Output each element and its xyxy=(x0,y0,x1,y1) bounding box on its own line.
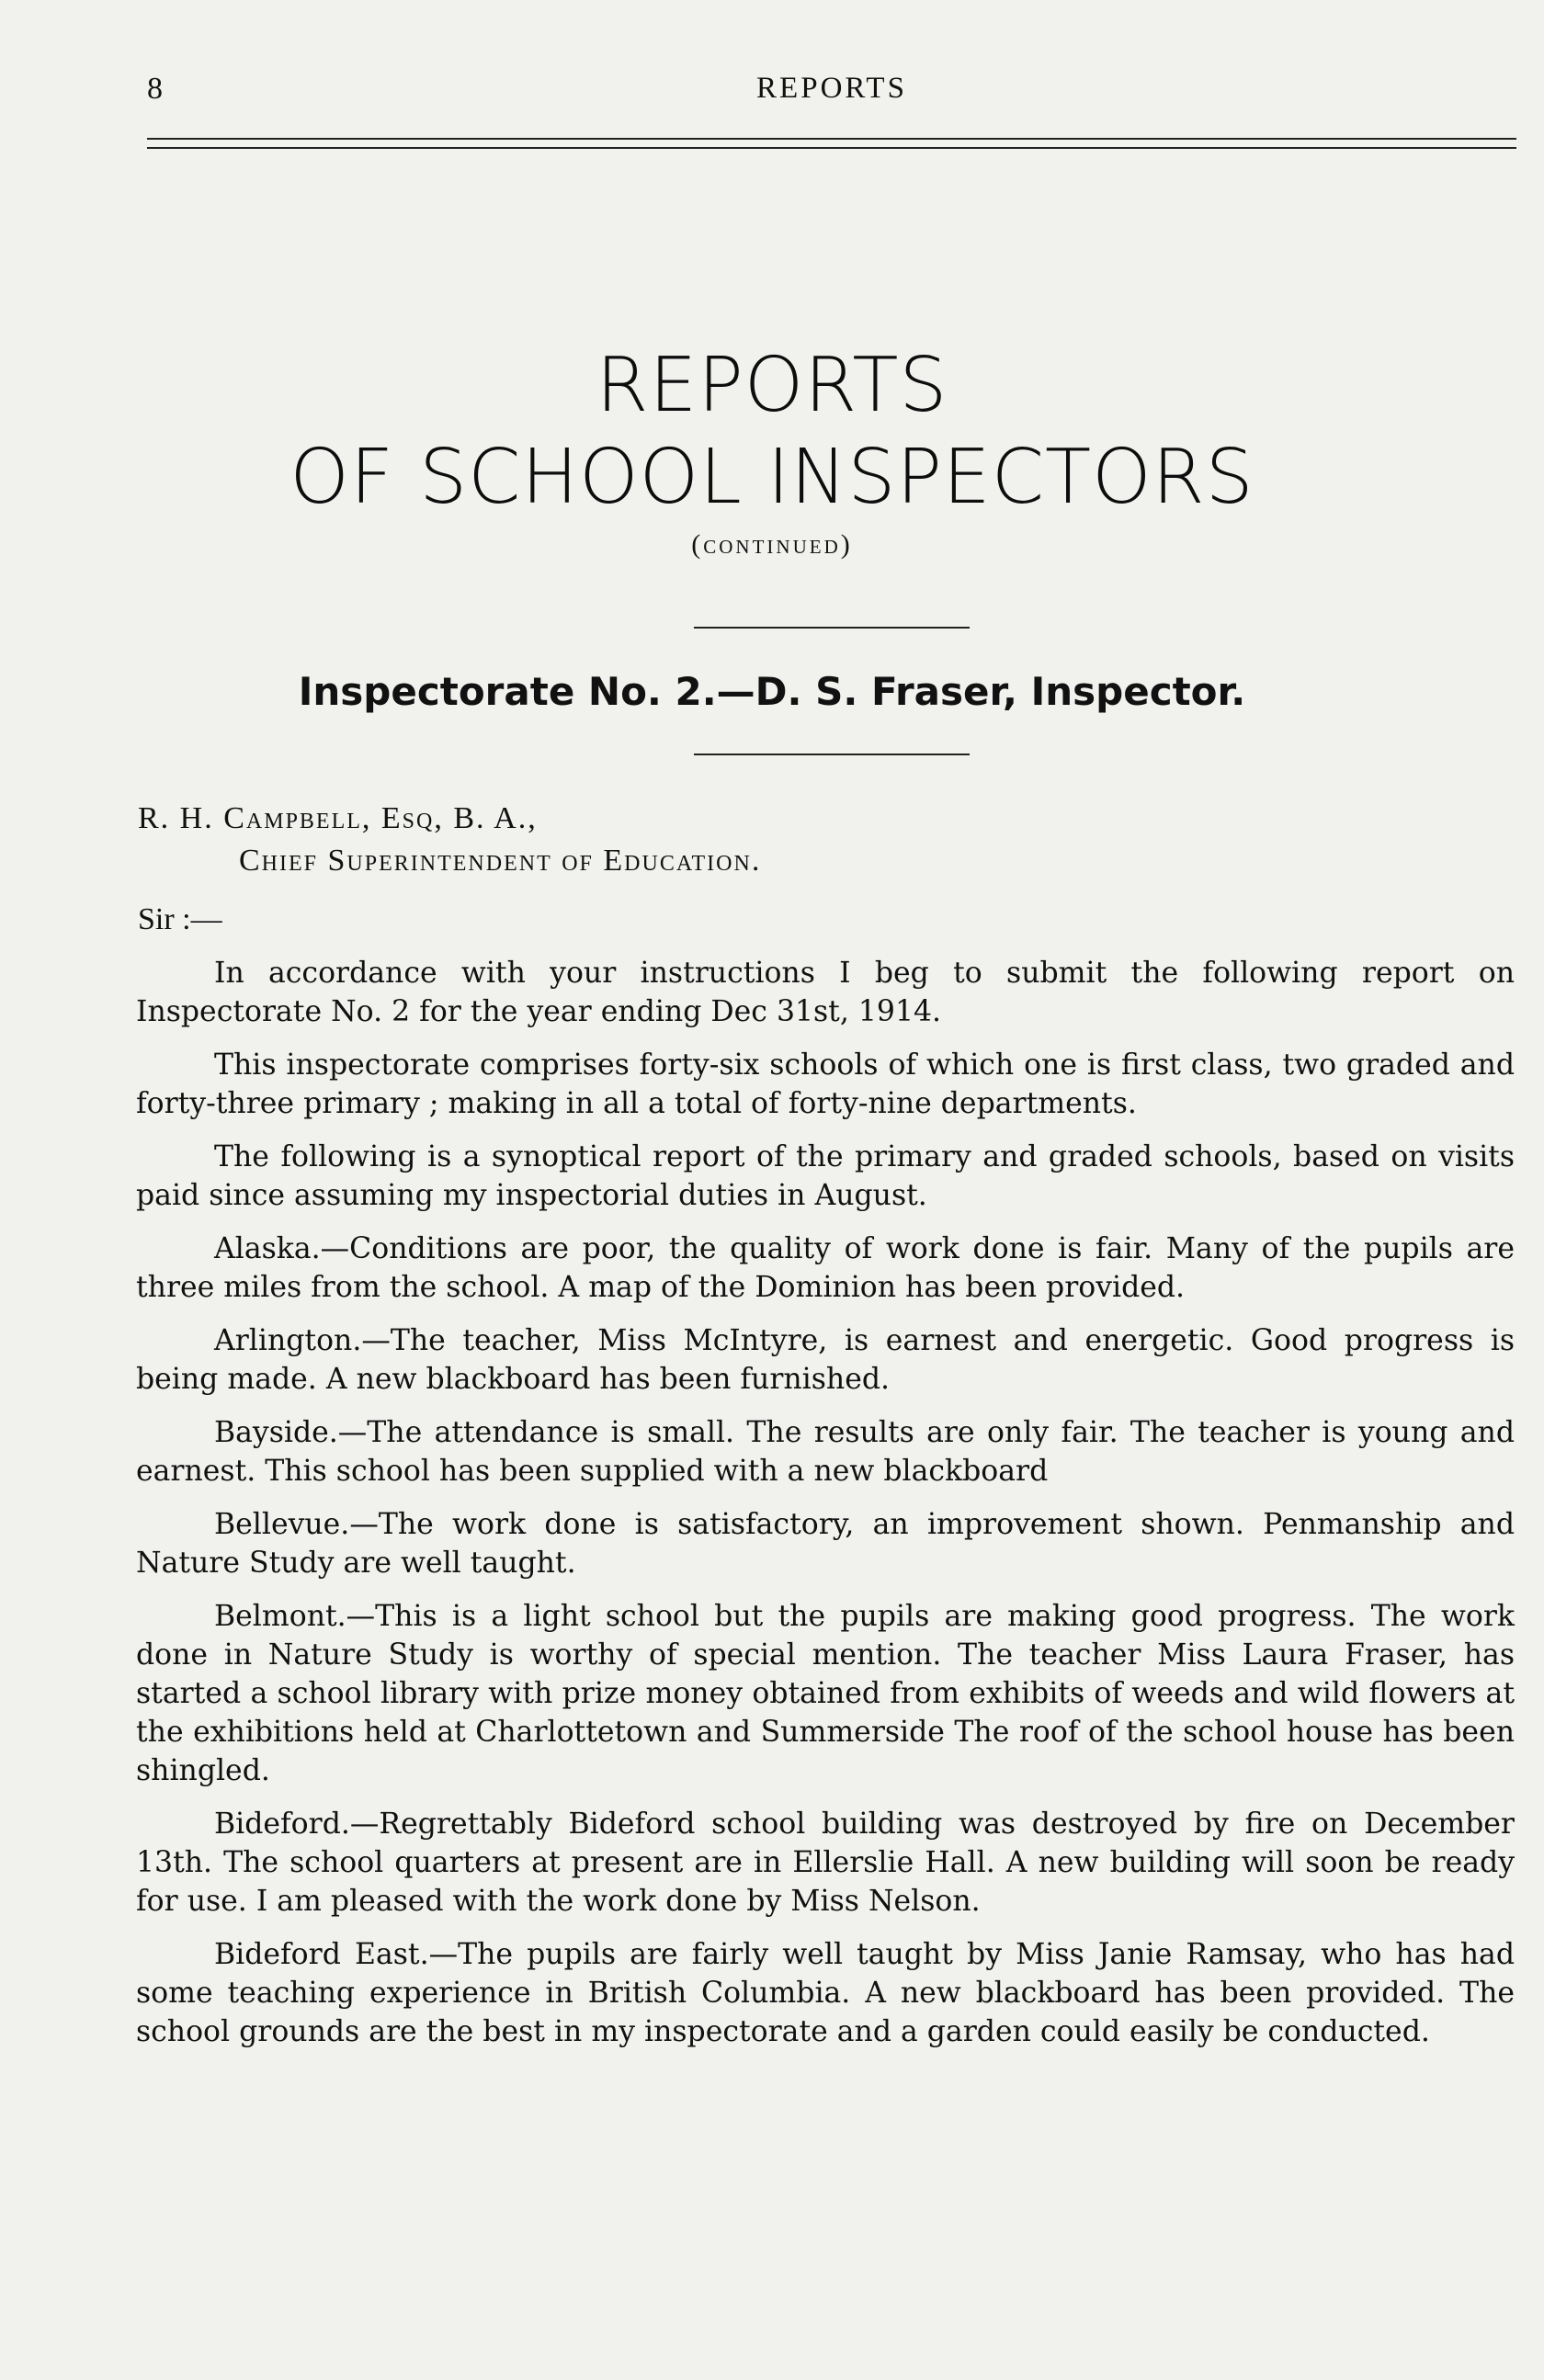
paragraph-arlington: Arlington.—The teacher, Miss McIntyre, is earnest and energetic. Good progress is being made. A new blackboard has been furnished. xyxy=(136,1324,1515,1396)
title-block xyxy=(0,340,1544,561)
paragraph-bideford: Bideford.—Regrettably Bideford school building was destroyed by fire on December 13th. The school quarters at present are in Ellerslie Hall. A new building will soon be ready for use. I am pleased with the work done by Miss Nelson. xyxy=(136,1808,1515,1918)
paragraph-bayside: Bayside.—The attendance is small. The results are only fair. The teacher is young and earnest. This school has been supplied with a new blackboard xyxy=(136,1416,1515,1488)
report-body xyxy=(136,954,1515,2066)
page-header xyxy=(147,72,1516,112)
paragraph-synopsis-intro: The following is a synoptical report of the primary and graded schools, based on visits paid since assuming my inspectorial duties in August. xyxy=(136,1140,1515,1212)
salutation: Sir :— xyxy=(138,902,222,936)
divider-lower xyxy=(694,754,970,755)
paragraph-bellevue: Bellevue.—The work done is satisfactory, an improvement shown. Penmanship and Nature Study are well taught. xyxy=(136,1508,1515,1580)
paragraph-intro: In accordance with your instructions I beg to submit the following report on Inspectorate No. 2 for the year ending Dec 31st, 1914. xyxy=(136,957,1515,1028)
paragraph-inspectorate-summary: This inspectorate comprises forty-six schools of which one is first class, two graded and forty-three primary ; making in all a total of forty-nine departments. xyxy=(136,1048,1515,1120)
paragraph-alaska: Alaska.—Conditions are poor, the quality of work done is fair. Many of the pupils are three miles from the school. A map of the Dominion has been provided. xyxy=(136,1232,1515,1304)
header-rule-thin xyxy=(147,147,1516,149)
running-head: REPORTS xyxy=(756,72,907,105)
divider-upper xyxy=(694,627,970,629)
continued-label: (continued) xyxy=(691,529,853,560)
paragraph-bideford-east: Bideford East.—The pupils are fairly well taught by Miss Janie Ramsay, who has had some teaching experience in British Columbia. A new blackboard has been provided. The school grounds are the best in my inspectorate and a garden could easily be conducted. xyxy=(136,1938,1515,2048)
header-rule-thick xyxy=(147,138,1516,140)
inspectorate-heading: Inspectorate No. 2.—D. S. Fraser, Inspector. xyxy=(298,669,1246,714)
title-line-2: OF SCHOOL INSPECTORS xyxy=(290,434,1254,521)
page-number: 8 xyxy=(147,72,163,106)
paragraph-belmont: Belmont.—This is a light school but the pupils are making good progress. The work done in Nature Study is worthy of special mention. The teacher Miss Laura Fraser, has started a school library with prize money obtained from exhibits of weeds and wild flowers at the exhibitions held at Charlottetown and Summerside The roof of the school house has been shingled. xyxy=(136,1600,1515,1787)
addressee-block xyxy=(138,798,761,882)
addressee-title: Chief Superintendent of Education. xyxy=(239,844,762,878)
addressee-name: R. H. Campbell, Esq, B. A., xyxy=(138,801,538,835)
title-line-1: REPORTS xyxy=(596,342,948,429)
